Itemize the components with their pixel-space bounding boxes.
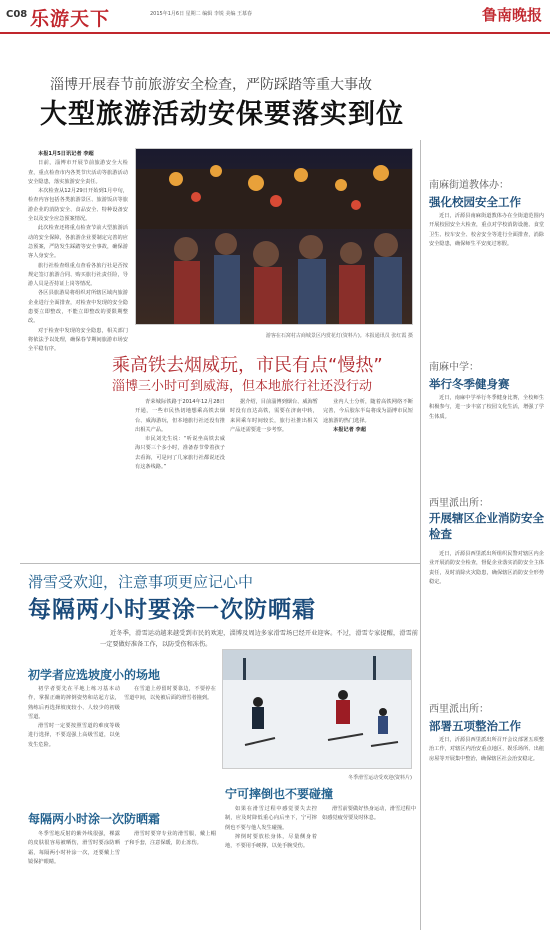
- story3-body: [124, 685, 216, 805]
- story3-lead-paragraph: 近冬季，滑雪运动越来越受到市民的欢迎，淄博及周边多家滑雪场已经开业迎客。不过，滑雪专家提醒，滑雪前一定要做好准备工作，以防受伤和冻伤。: [100, 630, 418, 648]
- page-number: C08: [6, 9, 28, 20]
- story1-paragraph: 对于检查中发现的安全隐患，相关部门将依法予以处理，确保春节期间旅游市场安全平稳有序。: [28, 327, 128, 353]
- sidebar-title: 强化校园安全工作: [429, 195, 521, 209]
- sidebar-paragraph: 近日，沂源县西里派出所组织民警对辖区内企业开展消防安全检查，督促企业落实消防安全主体责任，及时消除火灾隐患，确保辖区消防安全形势稳定。: [429, 551, 544, 585]
- story3-paragraph: 在雪道上停留时要靠边，不要停在雪道中间，以免被后面的滑雪者撞到。: [124, 686, 216, 702]
- story3-subhead: 宁可摔倒也不要碰撞: [225, 787, 334, 801]
- divider: [20, 563, 420, 564]
- story1-paragraph: 日前，淄博市开展节前旅游安全大检查，重点检查市内各类节庆活动等旅游活动安全隐患，落实旅游安全责任。: [28, 160, 128, 185]
- story2-body: [323, 398, 413, 558]
- sidebar-title: 举行冬季健身赛: [429, 377, 510, 391]
- story3-kicker: 滑雪受欢迎，注意事项更应记心中: [28, 573, 254, 591]
- story3-paragraph: 滑雪前要做好热身运动，滑雪过程中如感觉疲劳要及时休息。: [322, 806, 416, 822]
- sidebar-text: [429, 212, 544, 342]
- story3-paragraph: 摔倒时要放松身体，尽量侧身着地，不要用手硬撑，以免手腕受伤。: [225, 833, 317, 850]
- story3-paragraph: 冬季雪地反射的紫外线很强，裸露的皮肤很容易被晒伤，滑雪时要涂防晒霜，每隔两小时补涂一次，还要戴上雪镜保护眼睛。: [28, 831, 120, 865]
- sidebar-title: 开展辖区企业消防安全检查: [429, 511, 544, 541]
- sidebar-text: [429, 736, 544, 926]
- story3-body: [225, 805, 317, 928]
- story1-paragraph: 本次检查从12月29日开始到1月中旬，检查内容包括各类旅游景区、旅游饭店等旅游企业的消防安全、食品安全、特种设备安全以及安全应急预案情况。: [28, 188, 128, 223]
- story3-body: [28, 830, 120, 928]
- story3-paragraph: 初学者要先在平地上练习基本动作，掌握正确的摔倒姿势和站起方法，熟练后再选择坡度较小、人较少的初级雪道。: [28, 686, 120, 720]
- story3-paragraph: 如果在滑雪过程中感觉要失去控制，应及时降低重心向后坐下，宁可摔倒也不要与他人发生碰撞。: [225, 806, 317, 831]
- lantern-festival-photo: [135, 148, 413, 325]
- newspaper-logo: 鲁南晚报: [481, 6, 542, 24]
- skiing-photo: [222, 649, 412, 769]
- photo-caption: 冬季滑雪运动受欢迎(资料片): [348, 775, 412, 781]
- divider: [420, 140, 421, 930]
- story2-body: [230, 398, 318, 558]
- story3-subhead: 初学者应选坡度小的场地: [28, 668, 161, 682]
- story3-subhead: 每隔两小时涂一次防晒霜: [28, 812, 161, 826]
- sidebar-paragraph: 近日，南麻中学举行冬季健身比赛，全校师生积极参与，进一步丰富了校园文化生活，增强了学生体质。: [429, 395, 544, 420]
- dateline: 2015年1月6日 星期二 编辑 李锐 美编 王慕春: [150, 11, 253, 17]
- story1-headline: 大型旅游活动安保要落实到位: [40, 99, 404, 130]
- story2-paragraph: 市民刘先生说：“听说坐高铁去威海只要三个多小时，准备春节带着孩子去看海，可是问了几家旅行社都说还没有这条线路。”: [135, 436, 225, 471]
- story1-paragraph: 此次检查还将重点检查节前大型旅游活动的安全保障，各旅游企业要制定完善的应急预案，严防发生踩踏等安全事故，确保游客人身安全。: [28, 225, 128, 260]
- story2-kicker: 乘高铁去烟威玩，市民有点“慢热”: [112, 355, 383, 376]
- sidebar-paragraph: 近日，沂源县南麻街道教体办在全街道范围内开展校园安全大检查，重点对学校消防设施、食堂卫生、校车安全、校舍安全等进行全面排查，消除安全隐患，确保师生平安度过寒假。: [429, 213, 544, 247]
- section-title: 乐游天下: [30, 8, 111, 30]
- story3-body: [124, 830, 216, 928]
- story1-byline: 本报1月5日讯记者 李超: [38, 151, 94, 157]
- story3-body: [28, 685, 120, 805]
- sidebar-region: 西里派出所：: [429, 704, 489, 715]
- story3-paragraph: 滑雪时一定要按照雪道的难度等级进行选择，不要逞强上高级雪道，以免发生危险。: [28, 723, 120, 748]
- story2-paragraph: 据介绍，目前淄博到烟台、威海暂时没有直达高铁，需要在济南中转，来回乘车时间较长，旅行社推出相关产品还需要进一步考察。: [230, 399, 318, 433]
- story2-byline: 本报记者 李超: [333, 426, 366, 433]
- story2-paragraph: 青荣城际铁路于2014年12月28日开通，一些市民热切地想乘高铁去烟台、威海游玩，但本地旅行社还没有推出相关产品。: [135, 399, 225, 433]
- sidebar-text: [429, 394, 544, 464]
- sidebar-region: 南麻街道教体办：: [429, 180, 509, 191]
- sidebar-text: [429, 550, 544, 700]
- story1-paragraph: 旅行社检查组重点查看各旅行社是否按规定签订旅游合同、购买旅行社责任险，导游人员是否持证上岗等情况。: [28, 262, 128, 288]
- photo-caption: 游客在石窝村古商城景区内赏花灯(资料片)。本报通讯员 张红霞 摄: [265, 333, 413, 339]
- sidebar-region: 南麻中学：: [429, 362, 479, 373]
- story3-body: [322, 805, 416, 928]
- sidebar-paragraph: 近日，沂源县西里派出所召开会议部署五项整治工作，对辖区内治安重点地区、娱乐场所、出租房屋等开展集中整治，确保辖区社会治安稳定。: [429, 737, 544, 762]
- story1-paragraph: 各区县旅游局将组织对所辖区域内旅游企业进行全面排查，对检查中发现的安全隐患要立即整改，不能立即整改的要限期整改。: [28, 290, 128, 325]
- page-header: [0, 0, 550, 34]
- story3-paragraph: 滑雪时要穿专业的滑雪服，戴上帽子和手套，注意保暖，防止冻伤。: [124, 831, 216, 847]
- story1-kicker: 淄博开展春节前旅游安全检查，严防踩踏等重大事故: [50, 77, 372, 93]
- sidebar-title: 部署五项整治工作: [429, 719, 521, 733]
- sidebar-region: 西里派出所：: [429, 498, 489, 509]
- story2-subkicker: 淄博三小时可到威海，但本地旅行社还没行动: [112, 379, 373, 394]
- story3-headline: 每隔两小时要涂一次防晒霜: [28, 597, 316, 623]
- story2-paragraph: 业内人士分析，随着高铁网络不断完善，今后胶东半岛将成为淄博市民短途旅游的热门选择。: [323, 399, 413, 424]
- story2-body: [135, 398, 225, 558]
